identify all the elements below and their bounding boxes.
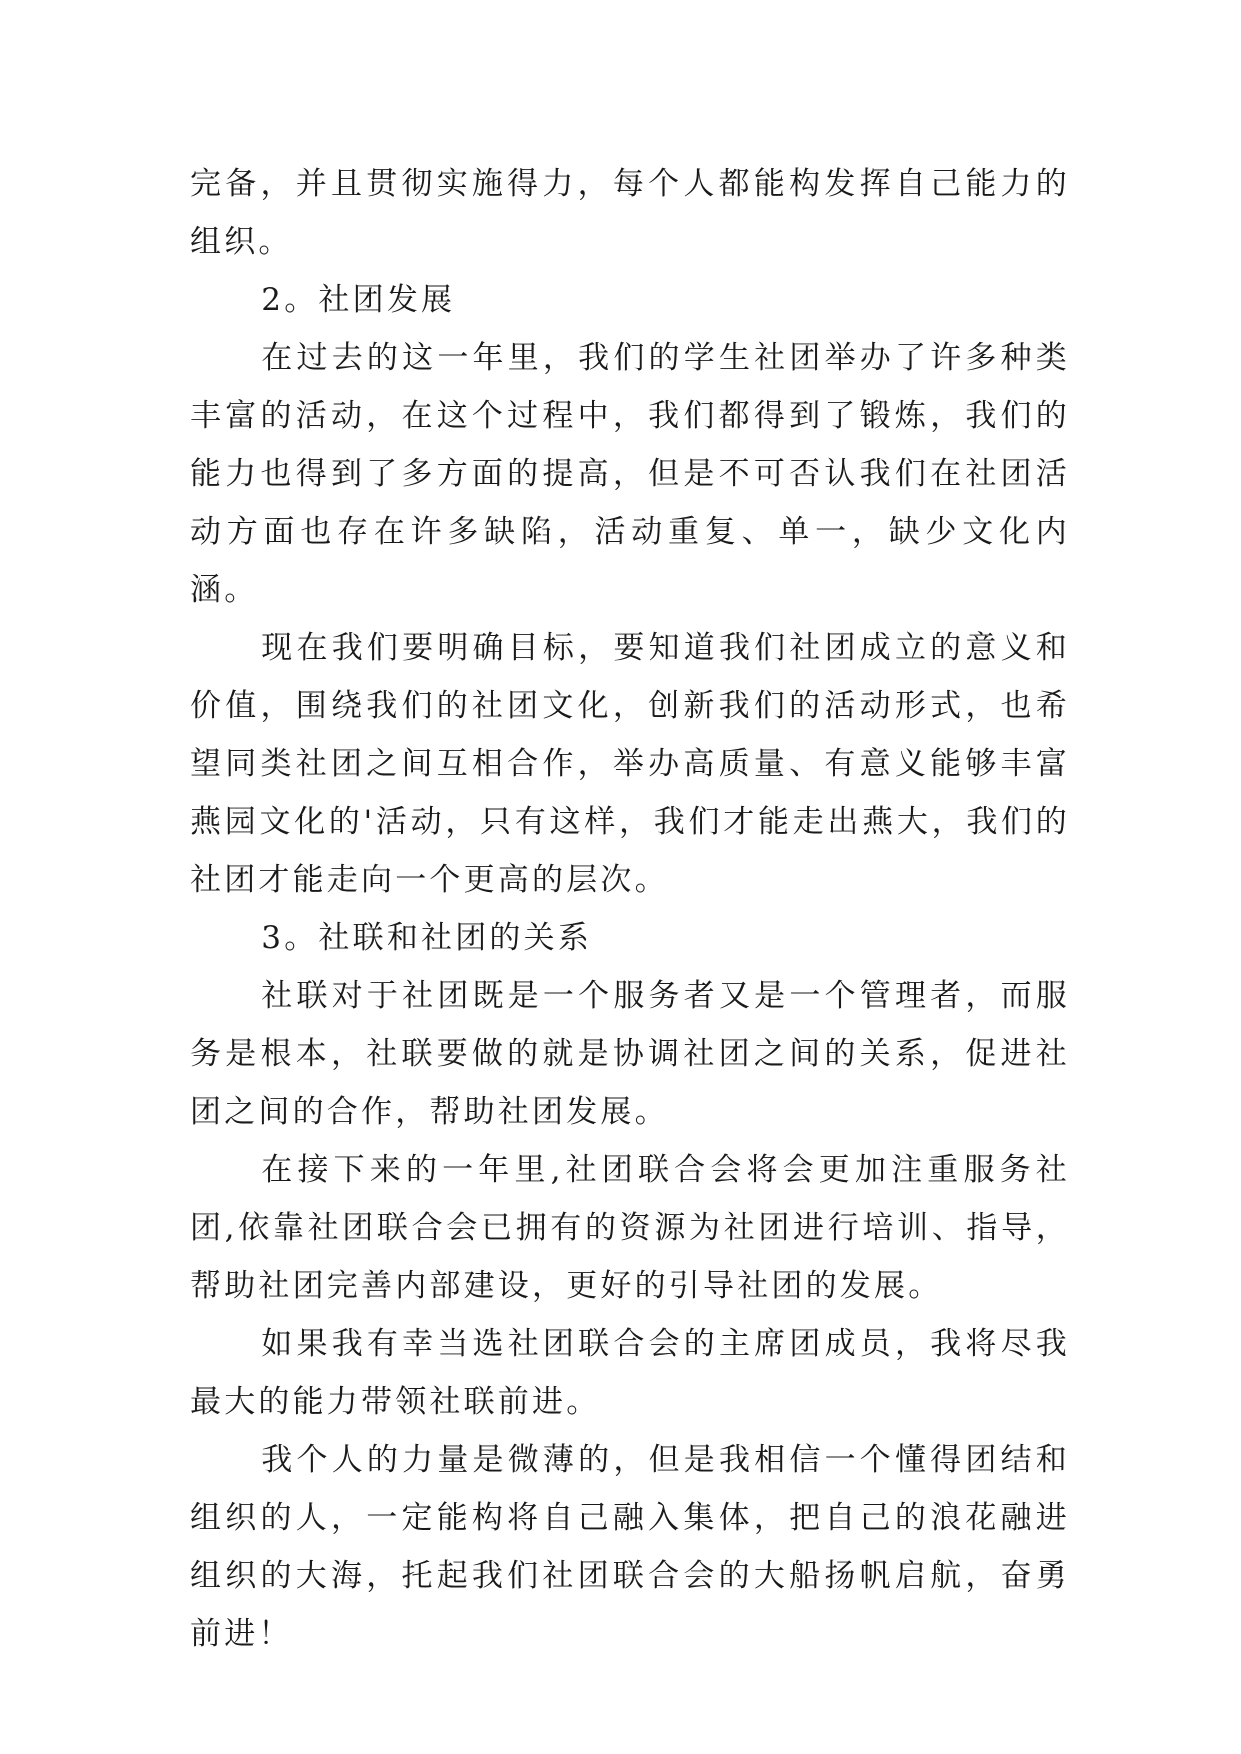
paragraph-if-elected: 如果我有幸当选社团联合会的主席团成员，我将尽我最大的能力带领社联前进。 xyxy=(190,1326,1070,1420)
paragraph-next-year: 在接下来的一年里,社团联合会将会更加注重服务社团,依靠社团联合会已拥有的资源为社团进行培训、指导，帮助社团完善内部建设，更好的引导社团的发展。 xyxy=(190,1152,1070,1304)
section-heading-relationship: 3。社联和社团的关系 xyxy=(261,920,593,956)
paragraph-past-year: 在过去的这一年里，我们的学生社团举办了许多种类丰富的活动，在这个过程中，我们都得到了锻炼，我们的能力也得到了多方面的提高，但是不可否认我们在社团活动方面也存在许多缺陷，活动重复、单一，缺少文化内涵。 xyxy=(190,340,1070,608)
section-heading-club-development: 2。社团发展 xyxy=(261,282,456,318)
paragraph-service-role: 社联对于社团既是一个服务者又是一个管理者，而服务是根本，社联要做的就是协调社团之间的关系，促进社团之间的合作，帮助社团发展。 xyxy=(190,978,1070,1130)
paragraph-goals: 现在我们要明确目标，要知道我们社团成立的意义和价值，围绕我们的社团文化，创新我们的活动形式，也希望同类社团之间互相合作，举办高质量、有意义能够丰富燕园文化的'活动，只有这样，我们才能走出燕大，我们的社团才能走向一个更高的层次。 xyxy=(190,630,1070,898)
document-body xyxy=(190,155,1070,1663)
paragraph-closing: 我个人的力量是微薄的，但是我相信一个懂得团结和组织的人，一定能构将自己融入集体，把自己的浪花融进组织的大海，托起我们社团联合会的大船扬帆启航，奋勇前进！ xyxy=(190,1442,1070,1652)
paragraph-continuation: 完备，并且贯彻实施得力，每个人都能构发挥自己能力的组织。 xyxy=(190,166,1070,260)
